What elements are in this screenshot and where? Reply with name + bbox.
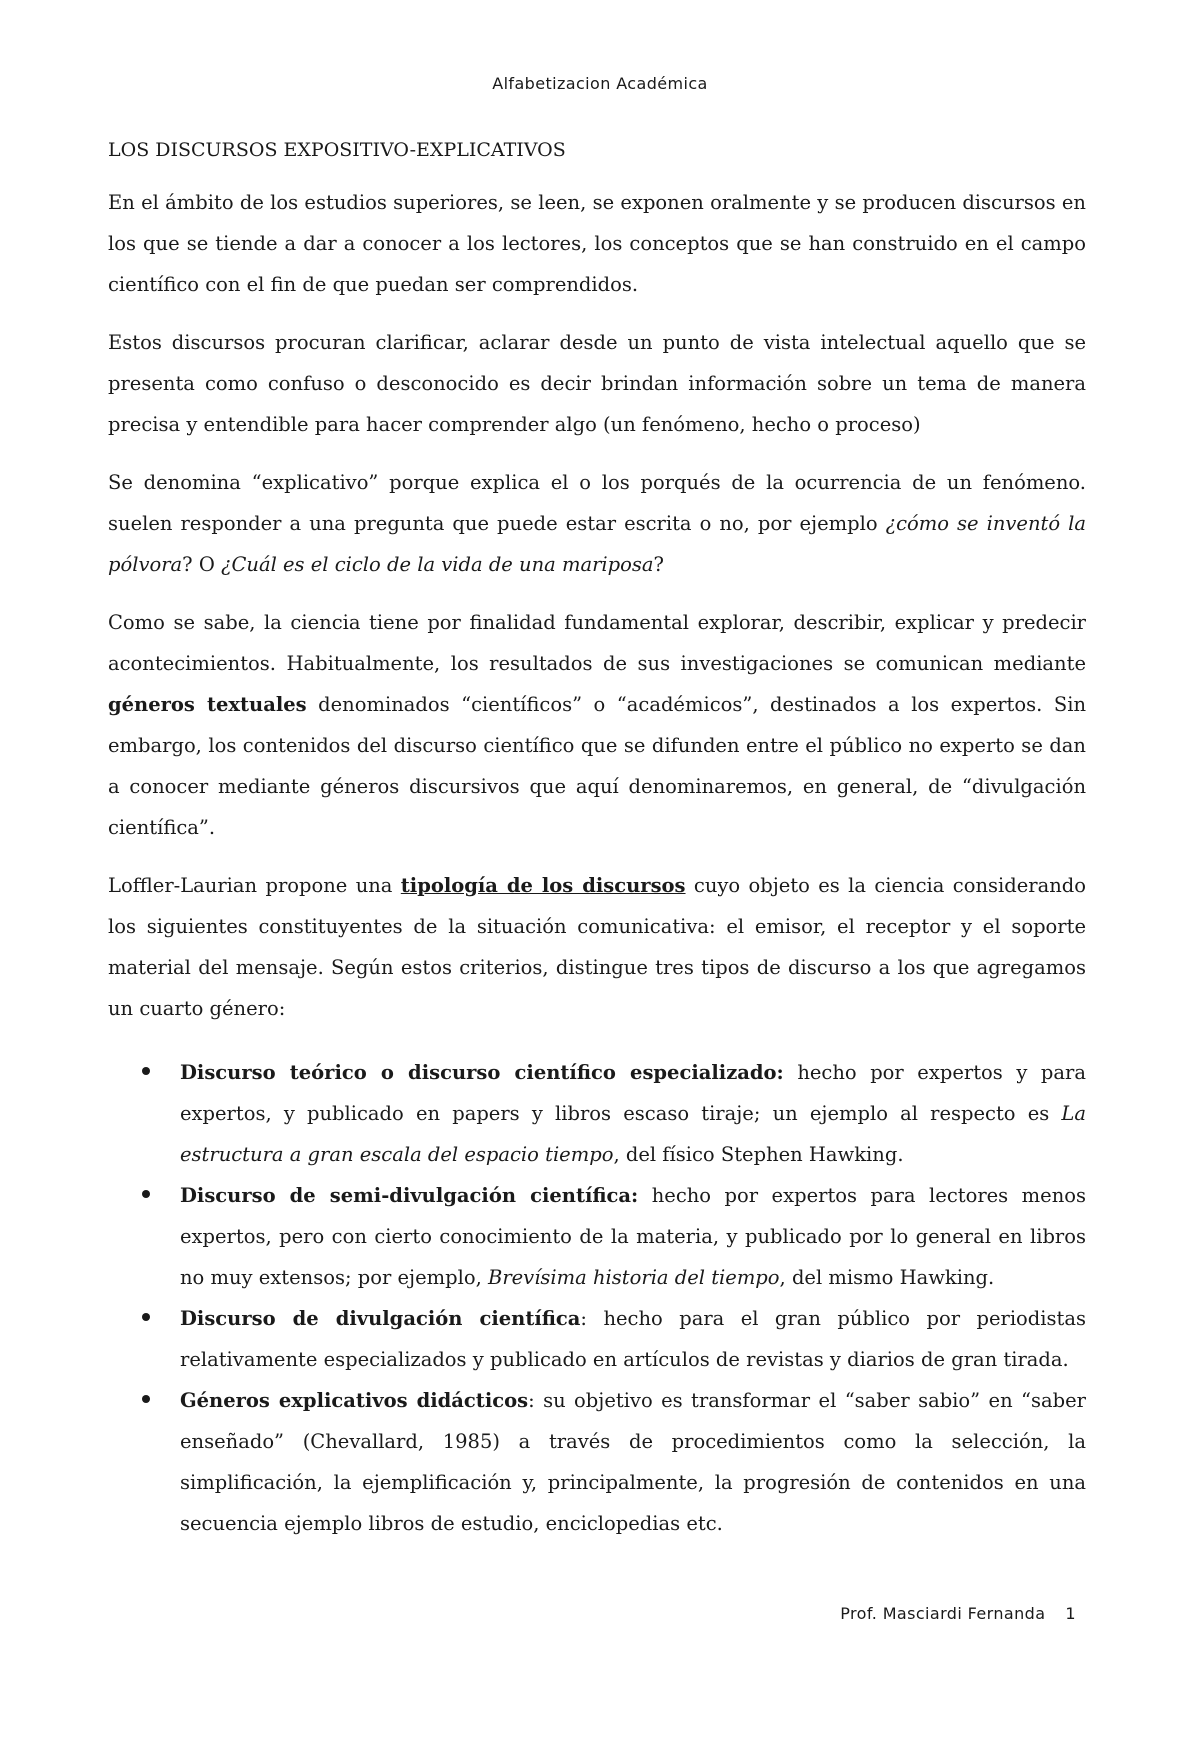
paragraph-purpose: Estos discursos procuran clarificar, aclarar desde un punto de vista intelectual aquello que se presenta como confuso o desconocido es decir brindan información sobre un tema de manera precisa y entendible para hacer comprender algo (un fenómeno, hecho o proceso) [108, 331, 1086, 436]
document-title: LOS DISCURSOS EXPOSITIVO-EXPLICATIVOS [108, 139, 566, 161]
paragraph-explicativo: Se denomina “explicativo” porque explica el o los porqués de la ocurrencia de un fenómeno. suelen responder a una pregunta que puede estar escrita o no, por ejemplo ¿cómo se inventó la pólvora? O ¿Cuál es el ciclo de la vida de una mariposa? [108, 471, 1086, 576]
bullet-icon [142, 1395, 150, 1403]
list-item: Géneros explicativos didácticos: su objetivo es transformar el “saber sabio” en “saber enseñado” (Chevallard, 1985) a través de procedimientos como la selección, la simplificación, la ejemplificación y, principalmente, la progresión de contenidos en una secuencia ejemplo libros de estudio, enciclopedias etc. [108, 1380, 1086, 1544]
paragraph-intro: En el ámbito de los estudios superiores, se leen, se exponen oralmente y se producen discursos en los que se tiende a dar a conocer a los lectores, los conceptos que se han construido en el campo científico con el fin de que puedan ser comprendidos. [108, 191, 1086, 296]
page-header: Alfabetizacion Académica [492, 74, 708, 93]
bullet-icon [142, 1190, 150, 1198]
emphasis-tipologia: tipología de los discursos [400, 874, 686, 897]
question-polvora: ¿cómo se inventó la pólvora [108, 512, 1086, 576]
discourse-types-list [108, 1052, 1086, 1544]
paragraph-ciencia: Como se sabe, la ciencia tiene por finalidad fundamental explorar, describir, explicar y predecir acontecimientos. Habitualmente, los resultados de sus investigaciones se comunican mediante géneros textuales denominados “científicos” o “académicos”, destinados a los expertos. Sin embargo, los contenidos del discurso científico que se difunden entre el público no experto se dan a conocer mediante géneros discursivos que aquí denominaremos, en general, de “divulgación científica”. [108, 611, 1086, 839]
footer-author: Prof. Masciardi Fernanda [840, 1604, 1046, 1623]
emphasis-generos-textuales: géneros textuales [108, 693, 307, 716]
paragraph-tipologia: Loffler-Laurian propone una tipología de los discursos cuyo objeto es la ciencia considerando los siguientes constituyentes de la situación comunicativa: el emisor, el receptor y el soporte material del mensaje. Según estos criterios, distingue tres tipos de discurso a los que agregamos un cuarto género: [108, 874, 1086, 1020]
document-body [108, 136, 1086, 1544]
list-item: Discurso teórico o discurso científico especializado: hecho por expertos y para expertos, y publicado en papers y libros escaso tiraje; un ejemplo al respecto es La estructura a gran escala del espacio tiempo, del físico Stephen Hawking. [108, 1052, 1086, 1175]
list-item: Discurso de divulgación científica: hecho para el gran público por periodistas relativamente especializados y publicado en artículos de revistas y diarios de gran tirada. [108, 1298, 1086, 1380]
list-item: Discurso de semi-divulgación científica: hecho por expertos para lectores menos expertos, pero con cierto conocimiento de la materia, y publicado por lo general en libros no muy extensos; por ejemplo, Brevísima historia del tiempo, del mismo Hawking. [108, 1175, 1086, 1298]
page-footer [840, 1604, 1076, 1623]
question-mariposa: ¿Cuál es el ciclo de la vida de una mariposa [221, 553, 654, 576]
bullet-icon [142, 1067, 150, 1075]
bullet-icon [142, 1313, 150, 1321]
page-number: 1 [1065, 1604, 1076, 1623]
